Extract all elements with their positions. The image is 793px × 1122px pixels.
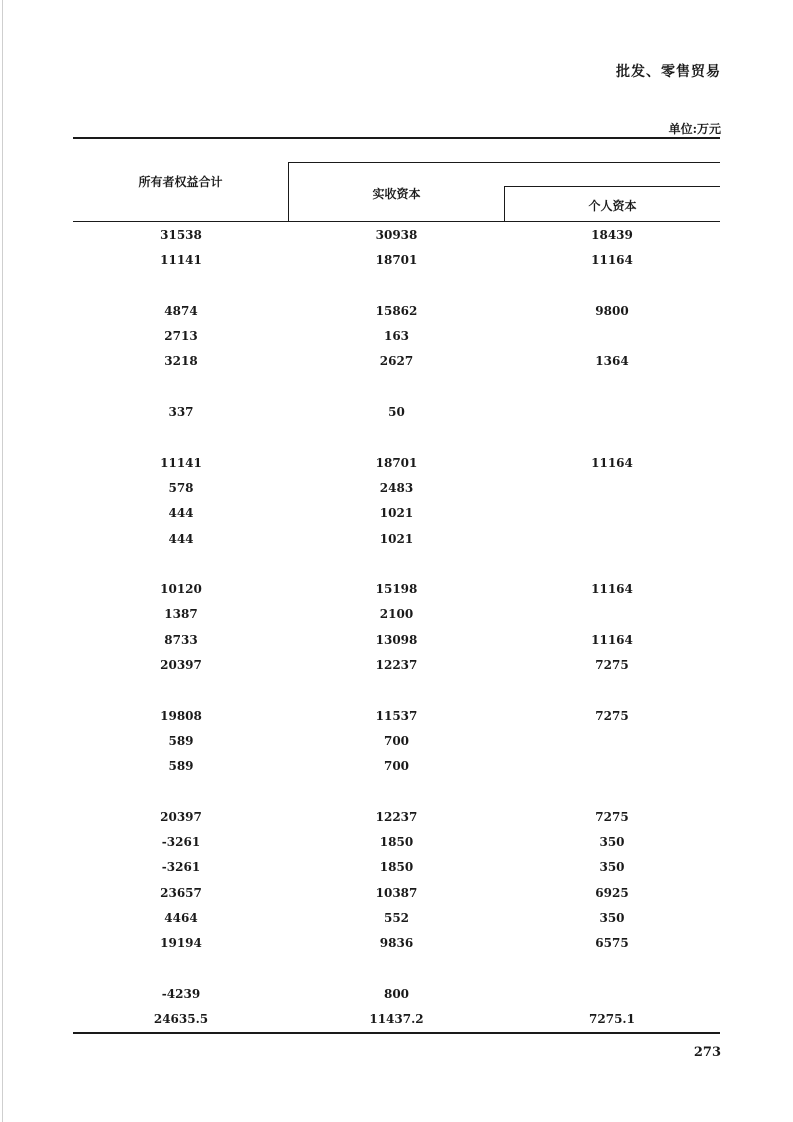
table-row: [73, 956, 720, 981]
cell-paid-in-capital: 13098: [375, 632, 418, 647]
cell-paid-in-capital: 11437.2: [369, 1012, 424, 1027]
cell-paid-in-capital: 1850: [379, 835, 414, 850]
section-title: 批发、零售贸易: [616, 64, 721, 80]
cell-total-equity: -3261: [161, 860, 201, 875]
cell-total-equity: 24635.5: [153, 1012, 209, 1027]
table-row: [73, 677, 720, 702]
table-row: [73, 728, 720, 753]
cell-total-equity: -3261: [161, 835, 201, 850]
cell-total-equity: 444: [168, 531, 194, 546]
table-row: [73, 779, 720, 804]
table-row: [73, 930, 720, 955]
table-row: [73, 854, 720, 879]
table-top-rule: [73, 137, 720, 139]
cell-paid-in-capital: 9836: [379, 936, 414, 951]
column-header-total-equity: 所有者权益合计: [138, 175, 223, 189]
header-group-top-rule: [288, 162, 720, 163]
page-edge-line: [2, 0, 3, 1122]
cell-paid-in-capital: 15198: [375, 582, 418, 597]
table-row: [73, 348, 720, 373]
cell-paid-in-capital: 11537: [375, 708, 418, 723]
cell-total-equity: 10120: [160, 582, 202, 597]
cell-individual-capital: 350: [599, 835, 625, 850]
cell-individual-capital: 11164: [591, 253, 633, 268]
cell-paid-in-capital: 1021: [379, 506, 414, 521]
column-header-individual-capital: 个人资本: [588, 199, 637, 213]
table-row: [73, 601, 720, 626]
table-row: [73, 880, 720, 905]
cell-individual-capital: 7275: [595, 809, 629, 824]
cell-total-equity: 589: [168, 759, 194, 774]
cell-paid-in-capital: 10387: [375, 885, 418, 900]
cell-individual-capital: 7275: [595, 658, 629, 673]
table-row: [73, 576, 720, 601]
table-row: [73, 753, 720, 778]
cell-paid-in-capital: 1021: [379, 531, 414, 546]
page-number: 273: [693, 1045, 721, 1060]
cell-paid-in-capital: 12237: [375, 809, 418, 824]
table-row: [73, 273, 720, 298]
cell-individual-capital: 350: [599, 911, 625, 926]
cell-individual-capital: 6575: [595, 936, 629, 951]
cell-paid-in-capital: 163: [383, 329, 410, 344]
table-row: [73, 475, 720, 500]
table-row: [73, 703, 720, 728]
cell-total-equity: 23657: [160, 885, 202, 900]
cell-paid-in-capital: 2483: [379, 480, 414, 495]
cell-total-equity: -4239: [161, 986, 201, 1001]
cell-paid-in-capital: 2100: [379, 607, 414, 622]
table-row: [73, 804, 720, 829]
cell-total-equity: 2713: [164, 329, 198, 344]
cell-individual-capital: 11164: [591, 632, 633, 647]
cell-total-equity: 3218: [164, 354, 198, 369]
cell-individual-capital: 11164: [591, 582, 633, 597]
table-row: [73, 222, 720, 247]
table-row: [73, 374, 720, 399]
cell-paid-in-capital: 12237: [375, 658, 418, 673]
cell-paid-in-capital: 18701: [375, 253, 418, 268]
cell-total-equity: 19808: [160, 708, 202, 723]
cell-total-equity: 1387: [164, 607, 198, 622]
table-bottom-rule: [73, 1032, 720, 1034]
cell-total-equity: 4874: [164, 303, 198, 318]
cell-total-equity: 20397: [160, 658, 202, 673]
cell-individual-capital: 350: [599, 860, 625, 875]
cell-total-equity: 11141: [160, 455, 202, 470]
cell-paid-in-capital: 700: [383, 759, 410, 774]
cell-paid-in-capital: 18701: [375, 455, 418, 470]
table-row: [73, 1006, 720, 1031]
cell-total-equity: 11141: [160, 253, 202, 268]
table-row: [73, 298, 720, 323]
table-row: [73, 526, 720, 551]
cell-total-equity: 31538: [160, 228, 202, 242]
table-row: [73, 627, 720, 652]
cell-total-equity: 444: [168, 506, 194, 521]
table-row: [73, 450, 720, 475]
cell-total-equity: 4464: [164, 911, 198, 926]
cell-individual-capital: 11164: [591, 455, 633, 470]
cell-individual-capital: 7275.1: [589, 1012, 635, 1027]
table-row: [73, 551, 720, 576]
cell-paid-in-capital: 700: [383, 733, 410, 748]
cell-paid-in-capital: 15862: [375, 303, 418, 318]
cell-individual-capital: 18439: [591, 228, 633, 242]
cell-individual-capital: 7275: [595, 708, 629, 723]
unit-label: 单位:万元: [668, 122, 721, 136]
table-body: [73, 222, 720, 1032]
table-row: [73, 829, 720, 854]
cell-total-equity: 578: [168, 480, 194, 495]
cell-paid-in-capital: 1850: [379, 860, 414, 875]
table-row: [73, 652, 720, 677]
cell-paid-in-capital: 800: [383, 986, 410, 1001]
cell-total-equity: 589: [168, 733, 194, 748]
table-row: [73, 323, 720, 348]
cell-individual-capital: 9800: [595, 303, 629, 318]
table-row: [73, 424, 720, 449]
table-row: [73, 981, 720, 1006]
cell-paid-in-capital: 2627: [379, 354, 414, 369]
column-header-paid-in-capital: 实收资本: [372, 187, 421, 201]
cell-paid-in-capital: 30938: [375, 228, 418, 242]
cell-individual-capital: 6925: [595, 885, 629, 900]
cell-paid-in-capital: 552: [383, 911, 410, 926]
table-row: [73, 247, 720, 272]
cell-total-equity: 337: [168, 405, 194, 420]
cell-paid-in-capital: 50: [388, 405, 405, 420]
cell-total-equity: 19194: [160, 936, 202, 951]
cell-total-equity: 20397: [160, 809, 202, 824]
cell-individual-capital: 1364: [595, 354, 629, 369]
table-row: [73, 500, 720, 525]
cell-total-equity: 8733: [164, 632, 198, 647]
table-row: [73, 399, 720, 424]
table-row: [73, 905, 720, 930]
header-subgroup-top-rule: [504, 186, 720, 187]
